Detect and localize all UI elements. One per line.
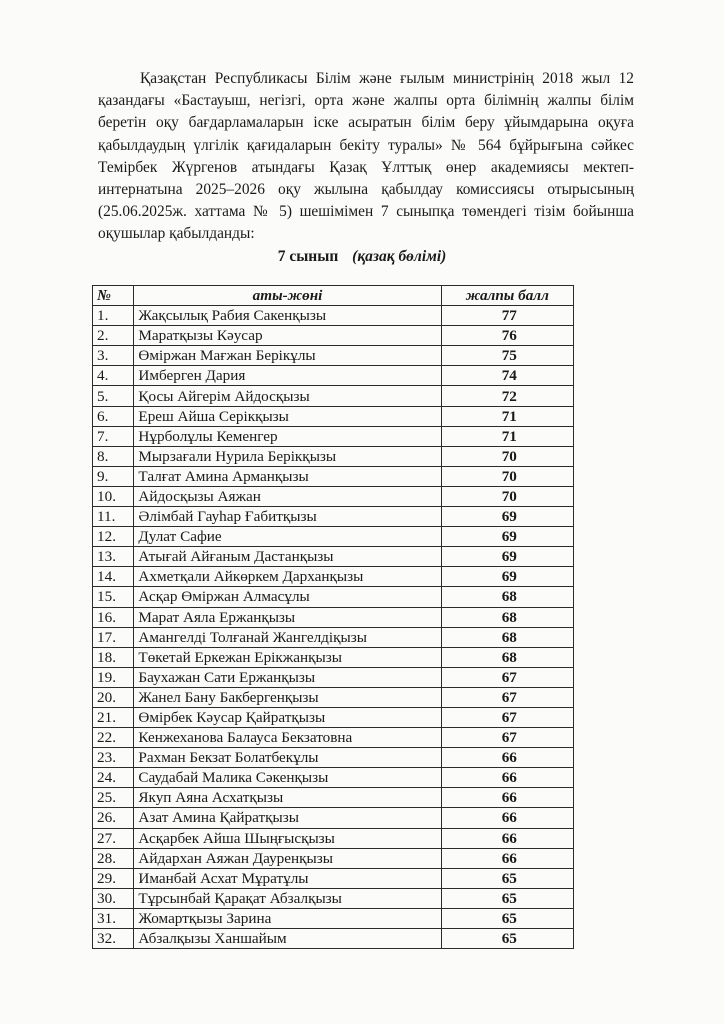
- row-number: 20.: [93, 687, 134, 707]
- student-name: Рахман Бекзат Болатбекұлы: [134, 748, 441, 768]
- total-score: 76: [441, 326, 573, 346]
- row-number: 5.: [93, 386, 134, 406]
- total-score: 75: [441, 346, 573, 366]
- total-score: 66: [441, 748, 573, 768]
- student-name: Қосы Айгерім Айдосқызы: [134, 386, 441, 406]
- table-row: [93, 486, 574, 506]
- total-score: 67: [441, 707, 573, 727]
- row-number: 32.: [93, 929, 134, 949]
- total-score: 70: [441, 446, 573, 466]
- table-row: [93, 587, 574, 607]
- total-score: 67: [441, 667, 573, 687]
- table-row: [93, 507, 574, 527]
- student-name: Маратқызы Кәусар: [134, 326, 441, 346]
- table-row: [93, 306, 574, 326]
- student-name: Асқарбек Айша Шыңғысқызы: [134, 828, 441, 848]
- table-row: [93, 326, 574, 346]
- row-number: 11.: [93, 507, 134, 527]
- row-number: 19.: [93, 667, 134, 687]
- student-name: Әлімбай Гауһар Ғабитқызы: [134, 507, 441, 527]
- table-row: [93, 808, 574, 828]
- table-row: [93, 627, 574, 647]
- student-name: Саудабай Малика Сәкенқызы: [134, 768, 441, 788]
- total-score: 70: [441, 466, 573, 486]
- student-name: Нұрболұлы Кеменгер: [134, 426, 441, 446]
- row-number: 26.: [93, 808, 134, 828]
- table-row: [93, 828, 574, 848]
- total-score: 72: [441, 386, 573, 406]
- student-name: Мырзағали Нурила Берікқызы: [134, 446, 441, 466]
- student-name: Тұрсынбай Қарақат Абзалқызы: [134, 888, 441, 908]
- row-number: 23.: [93, 748, 134, 768]
- table-row: [93, 607, 574, 627]
- student-name: Өмірбек Кәусар Қайратқызы: [134, 707, 441, 727]
- student-name: Амангелді Толғанай Жангелдіқызы: [134, 627, 441, 647]
- table-row: [93, 667, 574, 687]
- student-name: Ахметқали Айкөркем Дарханқызы: [134, 567, 441, 587]
- row-number: 17.: [93, 627, 134, 647]
- student-name: Иманбай Асхат Мұратұлы: [134, 868, 441, 888]
- table-row: [93, 768, 574, 788]
- student-name: Марат Аяла Ержанқызы: [134, 607, 441, 627]
- table-row: [93, 647, 574, 667]
- row-number: 9.: [93, 466, 134, 486]
- row-number: 2.: [93, 326, 134, 346]
- total-score: 66: [441, 828, 573, 848]
- row-number: 10.: [93, 486, 134, 506]
- row-number: 18.: [93, 647, 134, 667]
- row-number: 24.: [93, 768, 134, 788]
- total-score: 67: [441, 728, 573, 748]
- table-row: [93, 346, 574, 366]
- row-number: 4.: [93, 366, 134, 386]
- header-number: №: [93, 286, 134, 306]
- total-score: 74: [441, 366, 573, 386]
- list-heading: [0, 248, 724, 266]
- student-name: Якуп Аяна Асхатқызы: [134, 788, 441, 808]
- student-name: Абзалқызы Ханшайым: [134, 929, 441, 949]
- header-score: жалпы балл: [441, 286, 573, 306]
- row-number: 15.: [93, 587, 134, 607]
- table-row: [93, 567, 574, 587]
- row-number: 27.: [93, 828, 134, 848]
- row-number: 30.: [93, 888, 134, 908]
- row-number: 7.: [93, 426, 134, 446]
- total-score: 69: [441, 547, 573, 567]
- total-score: 70: [441, 486, 573, 506]
- table-row: [93, 426, 574, 446]
- total-score: 69: [441, 507, 573, 527]
- header-name: аты-жөні: [134, 286, 441, 306]
- total-score: 66: [441, 768, 573, 788]
- total-score: 68: [441, 647, 573, 667]
- row-number: 12.: [93, 527, 134, 547]
- table-row: [93, 908, 574, 928]
- total-score: 65: [441, 929, 573, 949]
- student-name: Азат Амина Қайратқызы: [134, 808, 441, 828]
- table-row: [93, 728, 574, 748]
- row-number: 14.: [93, 567, 134, 587]
- table-row: [93, 386, 574, 406]
- row-number: 13.: [93, 547, 134, 567]
- table-row: [93, 888, 574, 908]
- table-body: [93, 306, 574, 949]
- student-name: Дулат Сафие: [134, 527, 441, 547]
- total-score: 66: [441, 848, 573, 868]
- table-row: [93, 406, 574, 426]
- table-row: [93, 366, 574, 386]
- table-row: [93, 446, 574, 466]
- total-score: 68: [441, 587, 573, 607]
- table-row: [93, 527, 574, 547]
- table-row: [93, 929, 574, 949]
- row-number: 22.: [93, 728, 134, 748]
- student-name: Талғат Амина Арманқызы: [134, 466, 441, 486]
- table-row: [93, 868, 574, 888]
- table-row: [93, 547, 574, 567]
- row-number: 16.: [93, 607, 134, 627]
- intro-paragraph: [98, 68, 634, 246]
- intro-text: Қазақстан Республикасы Білім және ғылым министрінің 2018 жыл 12 қазандағы «Бастауыш, негізгі, орта және жалпы орта білімнің жалпы білім беретін оқу бағдарламаларын іске асыратын білім беру ұйымдарына оқуға қабылдаудың үлгілік қағидаларын бекіту туралы» № 564 бұйрығына сәйкес Темірбек Жүргенов атындағы Қазақ Ұлттық өнер академиясы мектеп-интернатына 2025–2026 оқу жылына қабылдау комиссиясы отырысының (25.06.2025ж. хаттама № 5) шешімімен 7 сыныпқа төмендегі тізім бойынша оқушылар қабылданды:: [98, 70, 634, 243]
- total-score: 66: [441, 808, 573, 828]
- heading-department: (қазақ бөлімі): [352, 248, 447, 265]
- total-score: 71: [441, 426, 573, 446]
- student-name: Асқар Өміржан Алмасұлы: [134, 587, 441, 607]
- total-score: 71: [441, 406, 573, 426]
- student-name: Жанел Бану Бакбергенқызы: [134, 687, 441, 707]
- row-number: 1.: [93, 306, 134, 326]
- student-name: Айдархан Аяжан Дауренқызы: [134, 848, 441, 868]
- student-name: Баухажан Сати Ержанқызы: [134, 667, 441, 687]
- student-name: Кенжеханова Балауса Бекзатовна: [134, 728, 441, 748]
- row-number: 8.: [93, 446, 134, 466]
- total-score: 68: [441, 627, 573, 647]
- total-score: 69: [441, 567, 573, 587]
- student-name: Айдосқызы Аяжан: [134, 486, 441, 506]
- table-row: [93, 707, 574, 727]
- total-score: 65: [441, 888, 573, 908]
- student-name: Атығай Айғаным Дастанқызы: [134, 547, 441, 567]
- total-score: 65: [441, 868, 573, 888]
- table-row: [93, 687, 574, 707]
- total-score: 69: [441, 527, 573, 547]
- student-name: Имберген Дария: [134, 366, 441, 386]
- table-row: [93, 788, 574, 808]
- row-number: 6.: [93, 406, 134, 426]
- student-name: Жақсылық Рабия Сакенқызы: [134, 306, 441, 326]
- heading-grade: 7 сынып: [277, 248, 339, 265]
- row-number: 28.: [93, 848, 134, 868]
- table-row: [93, 848, 574, 868]
- student-name: Төкетай Еркежан Ерікжанқызы: [134, 647, 441, 667]
- student-name: Өміржан Мағжан Берікұлы: [134, 346, 441, 366]
- row-number: 25.: [93, 788, 134, 808]
- row-number: 3.: [93, 346, 134, 366]
- total-score: 77: [441, 306, 573, 326]
- student-name: Жомартқызы Зарина: [134, 908, 441, 928]
- total-score: 68: [441, 607, 573, 627]
- row-number: 21.: [93, 707, 134, 727]
- total-score: 65: [441, 908, 573, 928]
- admission-table: [92, 285, 574, 949]
- student-name: Ереш Айша Серікқызы: [134, 406, 441, 426]
- total-score: 67: [441, 687, 573, 707]
- row-number: 29.: [93, 868, 134, 888]
- total-score: 66: [441, 788, 573, 808]
- table-row: [93, 466, 574, 486]
- row-number: 31.: [93, 908, 134, 928]
- table-row: [93, 748, 574, 768]
- table-header-row: [93, 286, 574, 306]
